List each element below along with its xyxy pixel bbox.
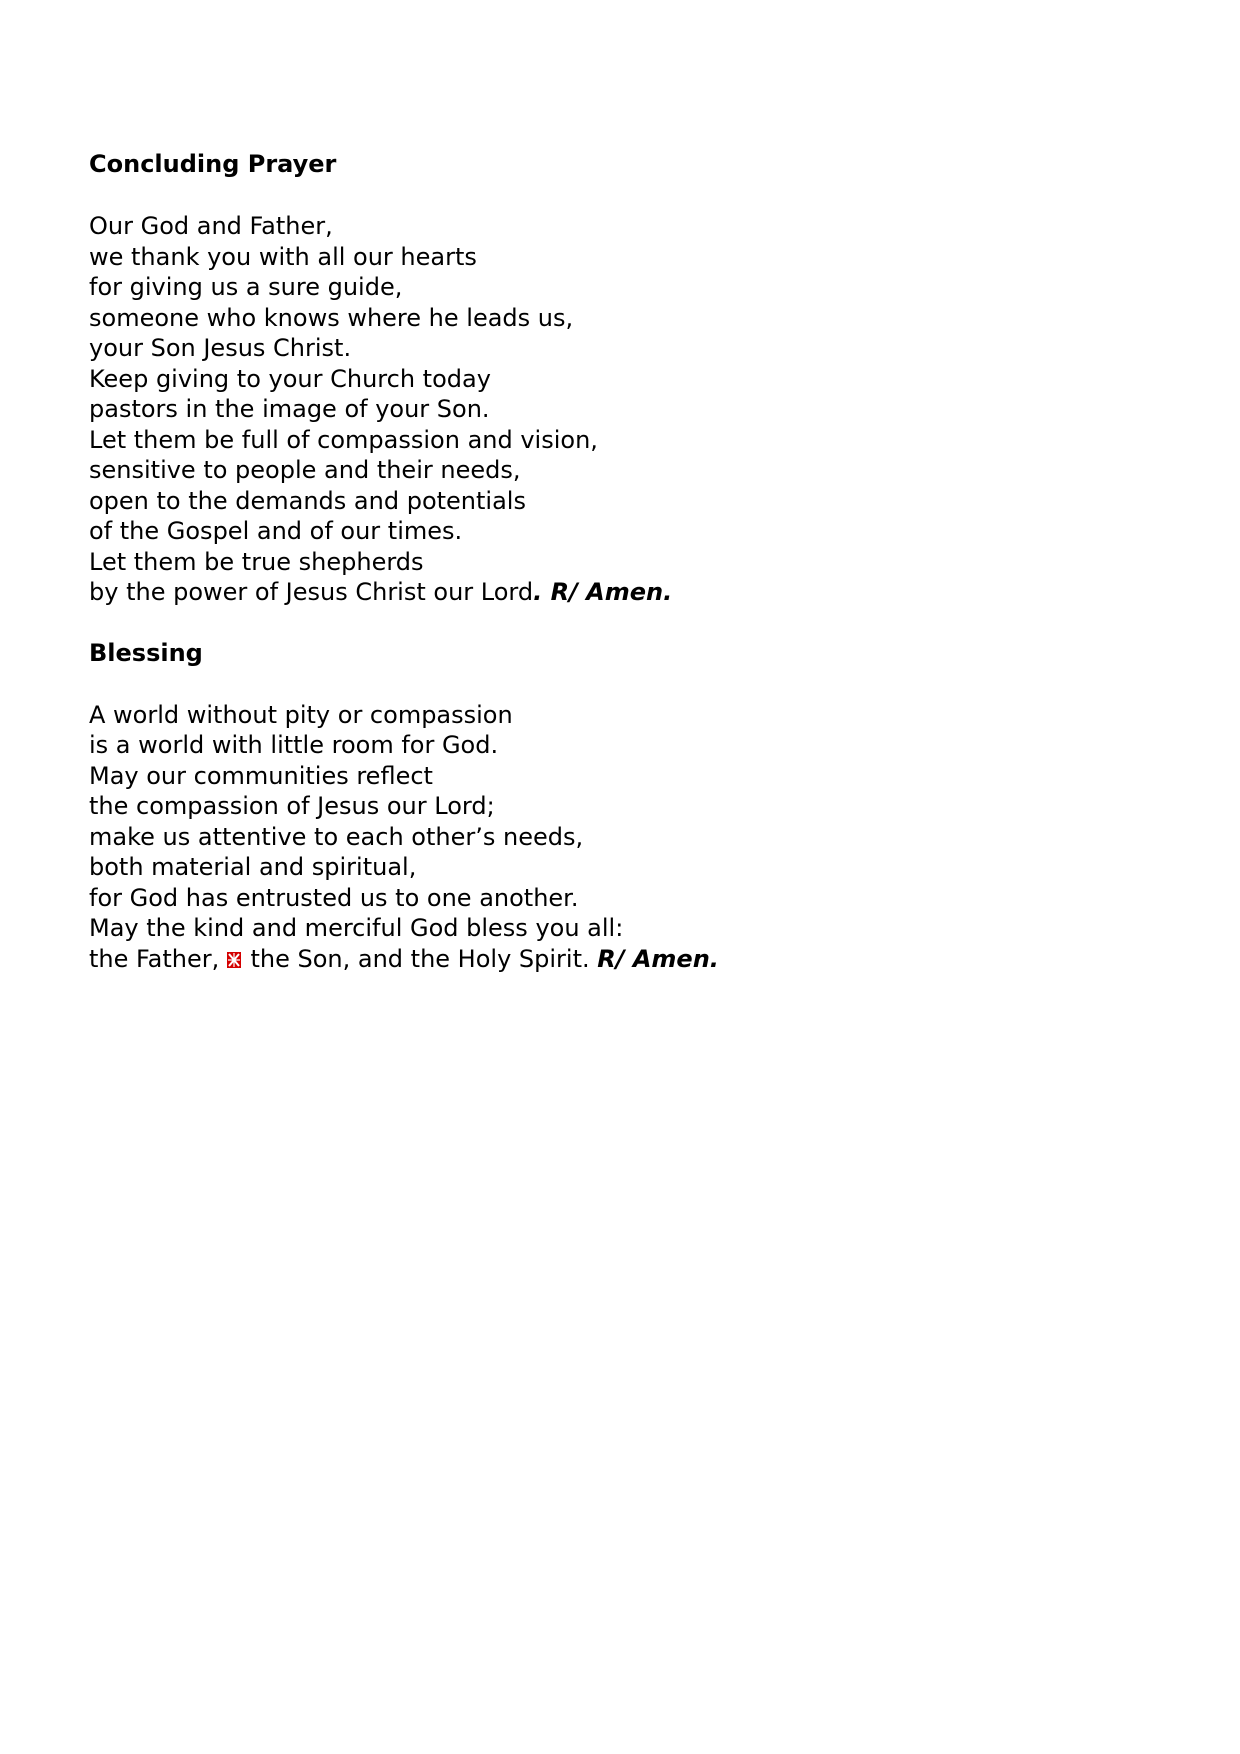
- blessing-line: both material and spiritual,: [89, 853, 417, 881]
- prayer-last-line-text: by the power of Jesus Christ our Lord: [89, 578, 534, 606]
- red-cross-icon: [227, 952, 241, 968]
- concluding-prayer-heading: Concluding Prayer: [89, 150, 337, 178]
- blessing-text: [89, 700, 1149, 975]
- prayer-line: pastors in the image of your Son.: [89, 395, 490, 423]
- prayer-response-amen: . R/ Amen.: [533, 578, 673, 606]
- prayer-line: open to the demands and potentials: [89, 486, 526, 515]
- prayer-line: for giving us a sure guide,: [89, 273, 403, 301]
- prayer-line: sensitive to people and their needs,: [89, 456, 521, 484]
- blessing-last-line: [89, 944, 1149, 975]
- concluding-prayer-section: [89, 149, 1149, 608]
- prayer-line: Our God and Father,: [89, 212, 333, 240]
- blessing-section: [89, 638, 1149, 975]
- prayer-line: Let them be true shepherds: [89, 547, 424, 576]
- blessing-last-line-end: the Son, and the Holy Spirit.: [242, 944, 598, 973]
- prayer-line: Let them be full of compassion and vision,: [89, 425, 598, 454]
- blessing-line: the compassion of Jesus our Lord;: [89, 792, 495, 820]
- blessing-response-amen: R/ Amen.: [597, 944, 719, 973]
- prayer-line: of the Gospel and of our times.: [89, 517, 463, 545]
- prayer-last-line: [89, 577, 1149, 608]
- blessing-line: for God has entrusted us to one another.: [89, 883, 579, 912]
- document-page: [89, 149, 1149, 974]
- blessing-line: make us attentive to each other’s needs,: [89, 822, 584, 851]
- prayer-line: Keep giving to your Church today: [89, 364, 491, 393]
- blessing-line: A world without pity or compassion: [89, 700, 513, 729]
- blessing-line: May the kind and merciful God bless you all:: [89, 914, 624, 942]
- blessing-last-line-start: the Father,: [89, 944, 227, 973]
- prayer-line: we thank you with all our hearts: [89, 242, 477, 271]
- prayer-line: your Son Jesus Christ.: [89, 334, 352, 362]
- prayer-line: someone who knows where he leads us,: [89, 303, 574, 332]
- blessing-line: May our communities reflect: [89, 761, 433, 790]
- blessing-line: is a world with little room for God.: [89, 731, 499, 759]
- concluding-prayer-text: [89, 211, 1149, 608]
- blessing-heading: Blessing: [89, 638, 203, 667]
